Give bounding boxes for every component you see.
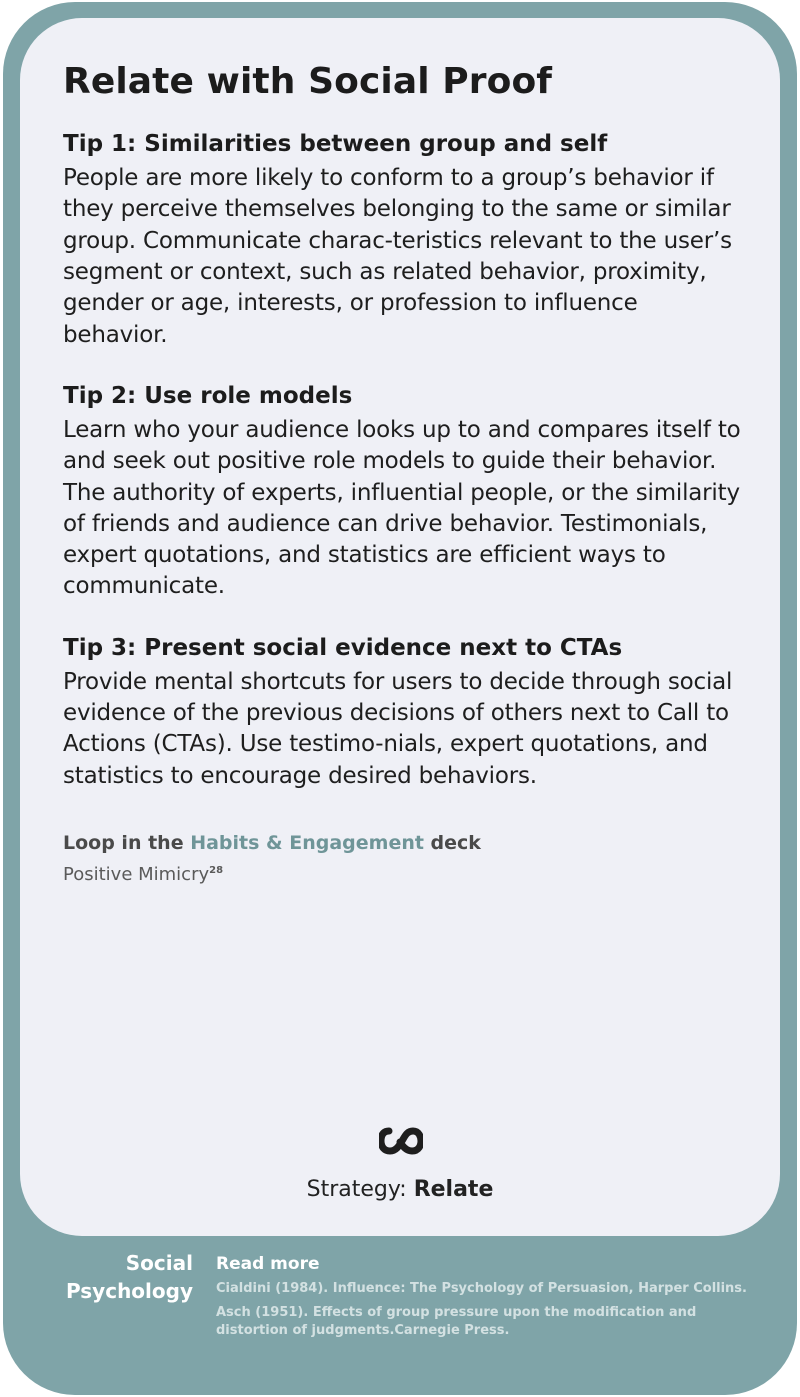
card-content [63, 60, 743, 888]
tip-1 [63, 129, 743, 351]
tip-heading: Tip 1: Similarities between group and self [63, 131, 608, 158]
card-title: Relate with Social Proof [63, 61, 553, 102]
reference-item: Asch (1951). Effects of group pressure upon the modification and distortion of judgments.Carnegie Press. [216, 1305, 697, 1338]
infinity-loop-icon [379, 1127, 423, 1155]
footer-references [216, 1252, 756, 1346]
tip-body: Provide mental shortcuts for users to decide through social evidence of the previous decisions of others next to Call to Actions (CTAs). Use testimo-nials, expert quotations, and statistics to encourage desired behaviors. [63, 668, 733, 789]
reference-item: Cialdini (1984). Influence: The Psychology of Persuasion, Harper Collins. [216, 1281, 747, 1296]
tip-2 [63, 381, 743, 603]
tip-body: Learn who your audience looks up to and compares itself to and seek out positive role models to guide their behavior. The authority of experts, influential people, or the similarity of friends and audience can drive behavior. Testimonials, expert quotations, and statistics are efficient ways to communicate. [63, 416, 741, 600]
tip-body: People are more likely to conform to a group’s behavior if they perceive themselves belonging to the same or similar group. Communicate charac-teristics relevant to the user’s segment or context, such as related behavior, proximity, gender or age, interests, or profession to influence behavior. [63, 165, 732, 348]
strategy-label: Strategy: [306, 1177, 414, 1202]
loop-suffix: deck [423, 831, 481, 854]
loop-item-label: Positive Mimicry [63, 863, 210, 885]
loop-prefix: Loop in the [63, 831, 191, 854]
read-more-heading: Read more [216, 1254, 320, 1274]
footer-category [43, 1249, 193, 1305]
loop-ref-number: 28 [209, 864, 224, 876]
tip-heading: Tip 3: Present social evidence next to CTAs [63, 634, 623, 661]
strategy-line [3, 1177, 797, 1202]
strategy-value: Relate [413, 1177, 494, 1202]
loop-in-section [63, 830, 743, 888]
tip-heading: Tip 2: Use role models [63, 382, 353, 409]
loop-deck-link[interactable]: Habits & Engagement [190, 831, 424, 854]
category-line-1: Social [125, 1251, 193, 1275]
loop-in-line [63, 830, 743, 857]
tip-3 [63, 633, 743, 792]
category-line-2: Psychology [65, 1279, 193, 1303]
loop-item [63, 857, 743, 888]
card-frame [3, 2, 797, 1395]
